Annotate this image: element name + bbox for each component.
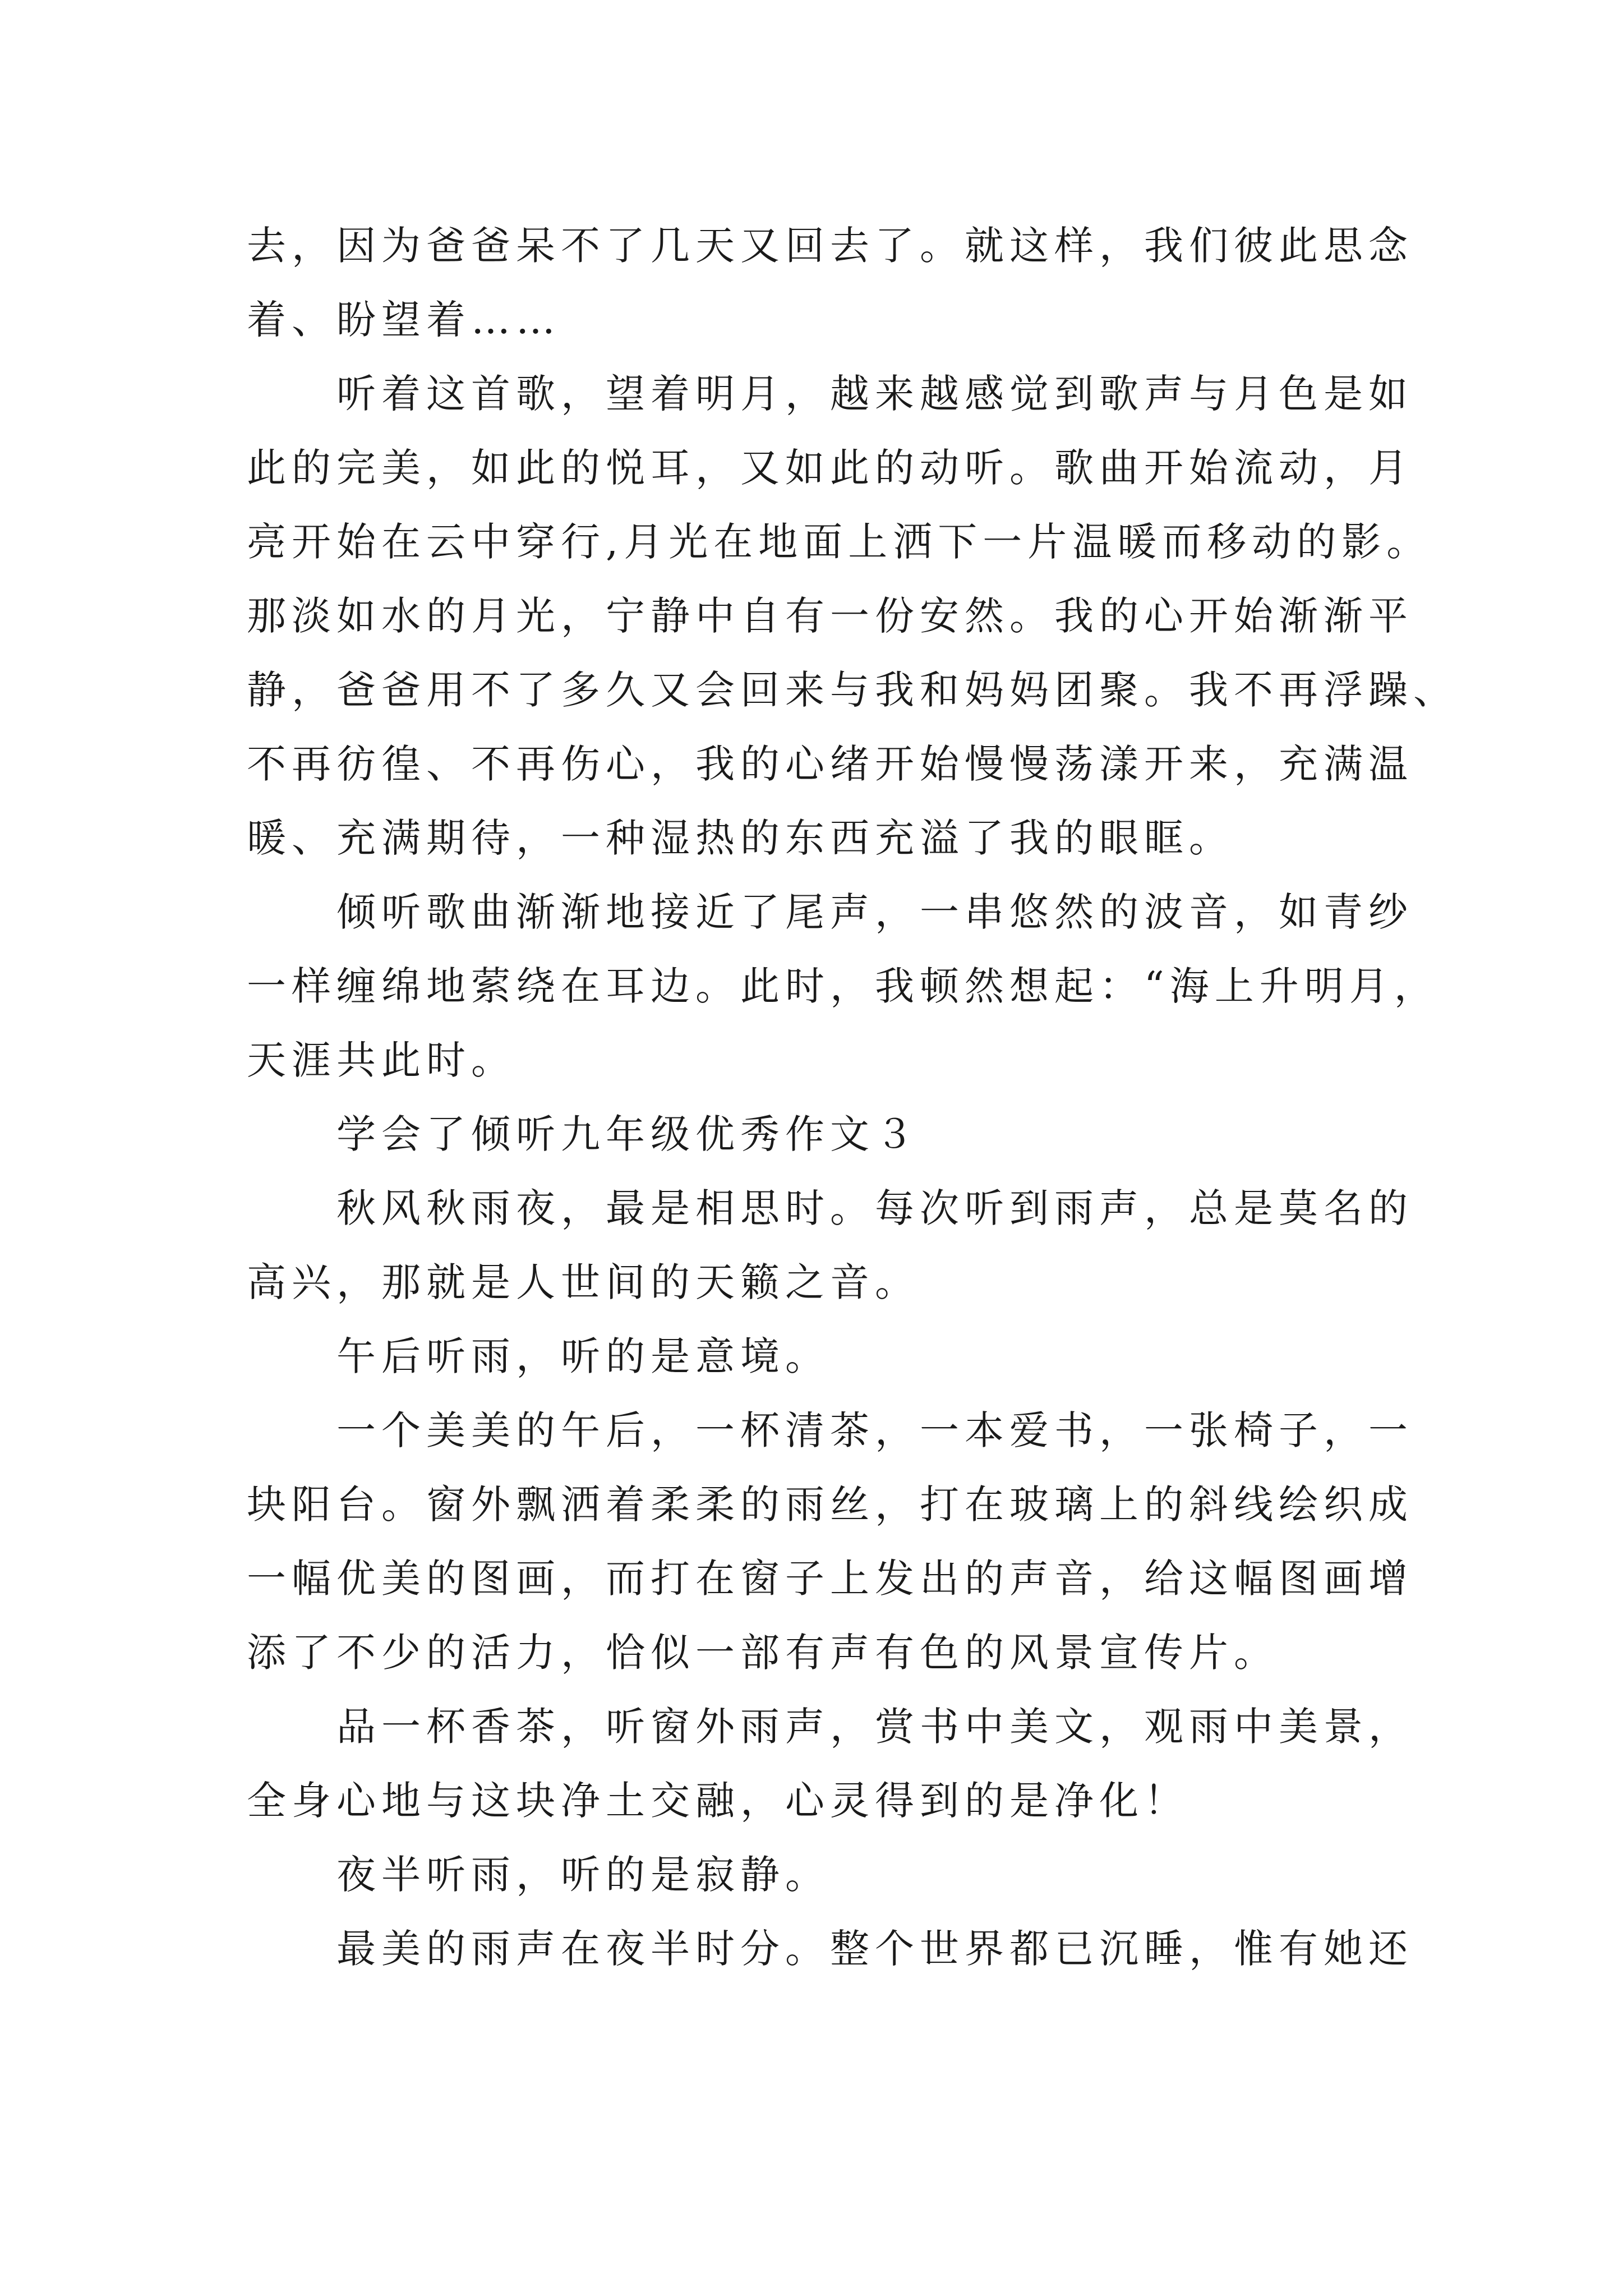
paragraph-start-line: 品一杯香茶，听窗外雨声，赏书中美文，观雨中美景，	[336, 1704, 1413, 1750]
text-line: 天涯共此时。	[247, 1037, 516, 1083]
paragraph-start-line: 秋风秋雨夜，最是相思时。每次听到雨声，总是莫名的	[336, 1185, 1413, 1231]
text-line: 亮开始在云中穿行,月光在地面上洒下一片温暖而移动的影。	[247, 519, 1432, 565]
text-line: 着、盼望着……	[247, 297, 561, 343]
paragraph-start-line: 听着这首歌，望着明月，越来越感觉到歌声与月色是如	[336, 371, 1413, 417]
text-line: 不再彷徨、不再伤心，我的心绪开始慢慢荡漾开来，充满温	[247, 741, 1413, 787]
paragraph-start-line: 午后听雨，听的是意境。	[336, 1333, 830, 1379]
paragraph-start-line: 倾听歌曲渐渐地接近了尾声，一串悠然的波音，如青纱	[336, 889, 1413, 935]
text-line: 高兴，那就是人世间的天籁之音。	[247, 1259, 920, 1305]
text-line: 添了不少的活力，恰似一部有声有色的风景宣传片。	[247, 1630, 1279, 1676]
paragraph-start-line: 一个美美的午后，一杯清茶，一本爱书，一张椅子，一	[336, 1407, 1413, 1453]
section-title: 学会了倾听九年级优秀作文３	[336, 1111, 920, 1157]
text-line: 去，因为爸爸呆不了几天又回去了。就这样，我们彼此思念	[247, 223, 1413, 269]
text-line: 全身心地与这块净土交融，心灵得到的是净化！	[247, 1778, 1189, 1824]
text-line: 静，爸爸用不了多久又会回来与我和妈妈团聚。我不再浮躁、	[247, 667, 1458, 713]
body-text	[247, 209, 1458, 1986]
text-line: 此的完美，如此的悦耳，又如此的动听。歌曲开始流动，月	[247, 445, 1413, 491]
text-line: 暖、充满期待，一种湿热的东西充溢了我的眼眶。	[247, 815, 1234, 861]
text-line: 一样缠绵地萦绕在耳边。此时，我顿然想起：“海上升明月，	[247, 963, 1439, 1009]
text-line: 那淡如水的月光，宁静中自有一份安然。我的心开始渐渐平	[247, 593, 1413, 639]
paragraph-start-line: 最美的雨声在夜半时分。整个世界都已沉睡，惟有她还	[336, 1926, 1413, 1972]
text-line: 块阳台。窗外飘洒着柔柔的雨丝，打在玻璃上的斜线绘织成	[247, 1481, 1413, 1527]
paragraph-start-line: 夜半听雨，听的是寂静。	[336, 1852, 830, 1898]
text-line: 一幅优美的图画，而打在窗子上发出的声音，给这幅图画增	[247, 1556, 1413, 1602]
